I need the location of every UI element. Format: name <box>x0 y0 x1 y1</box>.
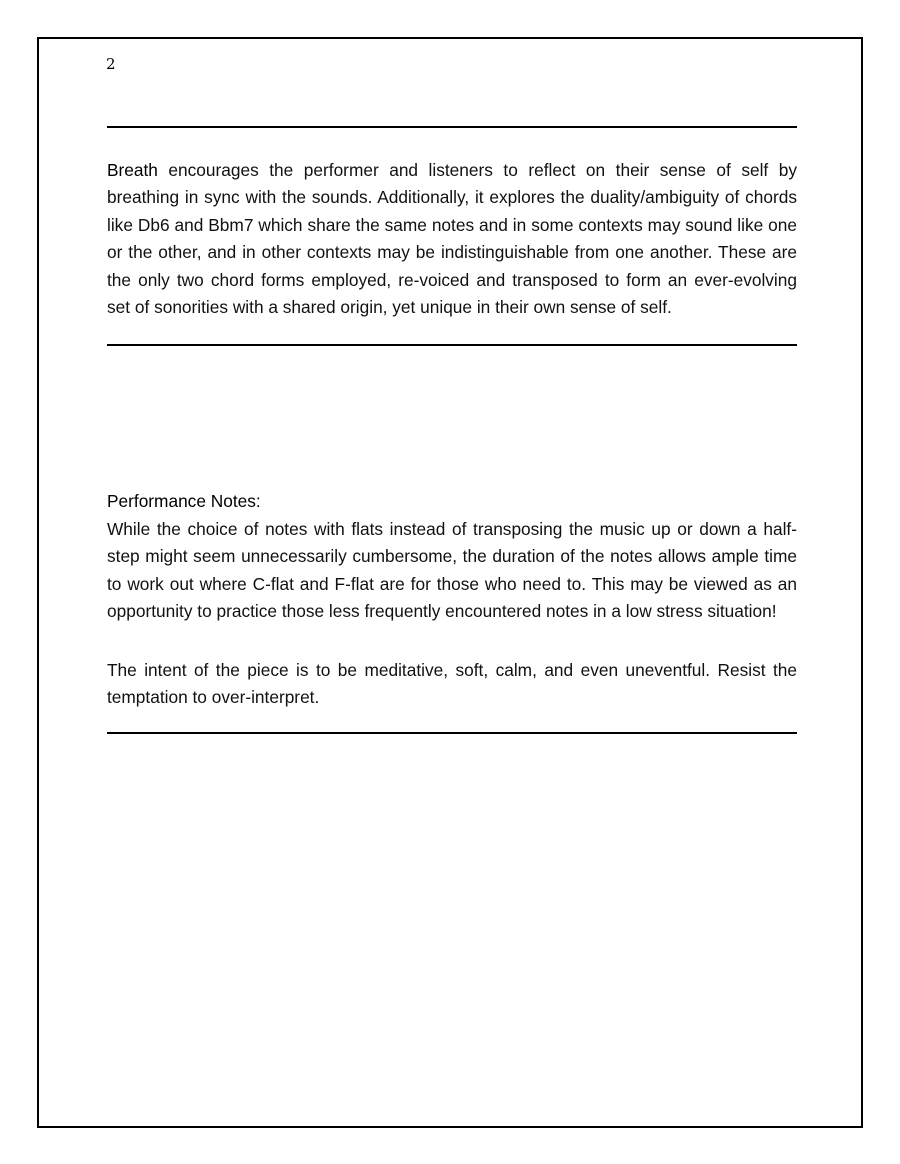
performance-notes-paragraph: While the choice of notes with flats instead of transposing the music up or down a half-step might seem unnecessarily cumbersome, the duration of the notes allows ample time to work out where C-flat and F-flat are for those who need to. This may be viewed as an opportunity to practice those less frequently encountered notes in a low stress situation! <box>107 519 797 622</box>
intent-paragraph: The intent of the piece is to be meditative, soft, calm, and even uneventful. Resist the temptation to over-interpret. <box>107 660 797 708</box>
page-number: 2 <box>106 55 116 73</box>
performance-notes-heading: Performance Notes: <box>107 491 261 511</box>
intro-paragraph <box>107 157 797 321</box>
intro-divider <box>107 344 797 346</box>
intro-lead-word: Breath <box>107 160 158 180</box>
intro-text: encourages the performer and listeners to reflect on their sense of self by breathing in sync with the sounds. Additionally, it explores the duality/ambiguity of chords like Db6 and Bbm7 which share the same notes and in some contexts may sound like one or the other, and in other contexts may be indistinguishable from one another. These are the only two chord forms employed, re-voiced and transposed to form an ever-evolving set of sonorities with a shared origin, yet unique in their own sense of self. <box>107 160 797 318</box>
top-divider <box>107 126 797 128</box>
bottom-divider <box>107 732 797 734</box>
